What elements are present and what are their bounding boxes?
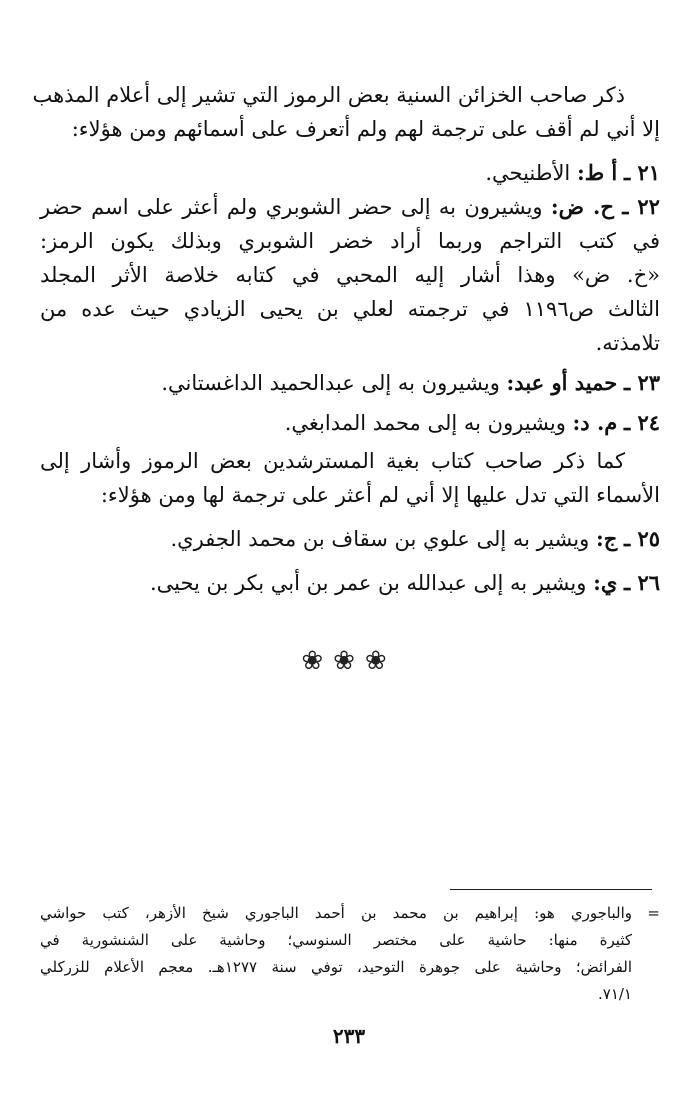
entry-text: «خ. ض» وهذا أشار إليه المحبي في كتابه خلاصة الأثر المجلد xyxy=(40,263,660,287)
entry-26 xyxy=(40,566,660,600)
entry-number: ٢٣ ـ xyxy=(623,370,660,395)
entry-text: ويشير به إلى عبدالله بن عمر بن أبي بكر بن يحيى. xyxy=(149,571,587,595)
intro-line: كما ذكر صاحب كتاب بغية المسترشدين بعض الرموز وأشار إلى xyxy=(40,449,625,473)
entry-code: م. د: xyxy=(572,410,618,435)
entry-number: ٢١ ـ xyxy=(623,160,660,185)
entry-number: ٢٦ ـ xyxy=(623,570,660,595)
footnote-text: الفرائض؛ وحاشية على جوهرة التوحيد، توفي سنة ١٢٧٧هـ. معجم الأعلام للزركلي xyxy=(40,958,633,976)
footnote xyxy=(40,900,660,1008)
main-text xyxy=(32,78,661,600)
entry-21 xyxy=(40,156,660,190)
footnote-text: كثيرة منها: حاشية على مختصر السنوسي؛ وحاشية على الشنشورية في xyxy=(40,931,632,949)
entry-number: ٢٢ ـ xyxy=(622,194,660,219)
entry-code: أ ط: xyxy=(576,160,618,185)
footnote-text: والباجوري هو: إبراهيم بن محمد بن أحمد الباجوري شيخ الأزهر، كتب حواشي xyxy=(40,904,632,922)
entry-code: حميد أو عبد: xyxy=(506,370,618,395)
page-number: ٢٣٣ xyxy=(332,1024,366,1048)
entry-25 xyxy=(40,522,660,556)
intro-line: ذكر صاحب الخزائن السنية بعض الرموز التي تشير إلى أعلام المذهب xyxy=(32,83,625,107)
section-ornament: ❀❀❀ xyxy=(301,646,397,676)
footnote-text: ٧١/١. xyxy=(597,985,632,1003)
entry-22 xyxy=(40,190,660,360)
entry-number: ٢٥ ـ xyxy=(623,526,660,551)
entry-code: ي: xyxy=(593,570,618,595)
entry-text: الأطنيحي. xyxy=(485,161,571,185)
entry-number: ٢٤ ـ xyxy=(623,410,660,435)
entry-code: ج: xyxy=(595,526,618,551)
entry-text: ويشيرون به إلى محمد المدابغي. xyxy=(284,411,566,435)
entry-text: ويشير به إلى علوي بن سقاف بن محمد الجفري. xyxy=(170,527,590,551)
entry-code: ح. ض: xyxy=(550,194,614,219)
intro-line: إلا أني لم أقف على ترجمة لهم ولم أتعرف على أسمائهم ومن هؤلاء: xyxy=(71,117,660,141)
entry-23 xyxy=(40,366,660,400)
entry-text: الثالث ص١١٩٦ في ترجمته لعلي بن يحيى الزيادي حيث عده من xyxy=(40,297,661,321)
intro-line: الأسماء التي تدل عليها إلا أني لم أعثر على ترجمة لها ومن هؤلاء: xyxy=(100,483,660,507)
continuation-marker: = xyxy=(647,904,660,922)
entry-text: ويشيرون به إلى عبدالحميد الداغستاني. xyxy=(161,371,500,395)
entry-text: في كتب التراجم وربما أراد خضر الشوبري وبذلك يكون الرمز: xyxy=(40,229,660,253)
entry-24 xyxy=(40,406,660,440)
footnote-separator xyxy=(450,889,652,890)
entry-text: تلامذته. xyxy=(595,331,660,355)
entry-text: ويشيرون به إلى حضر الشوبري ولم أعثر على اسم حضر xyxy=(40,195,543,219)
